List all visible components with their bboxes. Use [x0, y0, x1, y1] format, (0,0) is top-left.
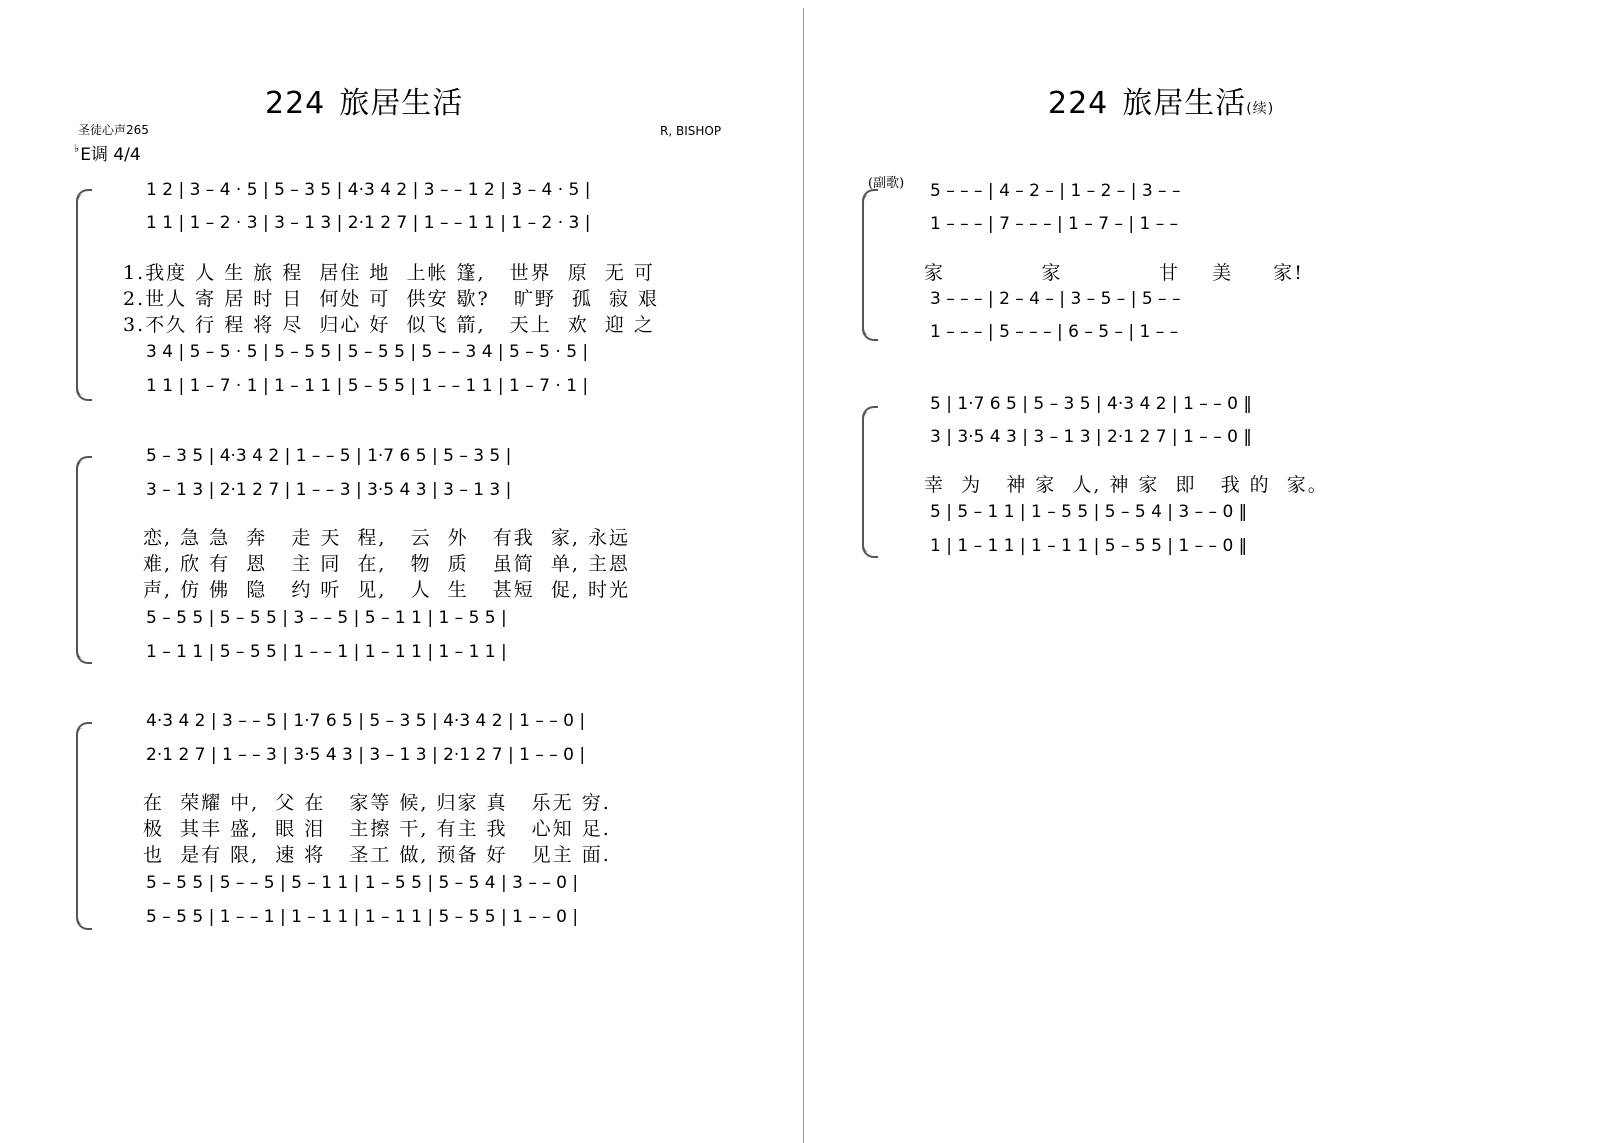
notation-row-tenor: 5 – 5 5 | 5 – – 5 | 5 – 1 1 | 1 – 5 5 | 5 – 5 4 | 3 – – 0 |: [146, 873, 579, 893]
system-brace: [76, 195, 83, 395]
composer: R, BISHOP: [660, 124, 722, 138]
lyric-line: 恋, 急 急 奔 走 天 程, 云 外 有我 家, 永远: [143, 527, 630, 549]
notation-row-soprano: 1 2 | 3 – 4 · 5 | 5 – 3 5 | 4·3 4 2 | 3 – – 1 2 | 3 – 4 · 5 |: [146, 180, 591, 200]
notation-row-soprano: 4·3 4 2 | 3 – – 5 | 1·7 6 5 | 5 – 3 5 | 4·3 4 2 | 1 – – 0 |: [146, 711, 586, 731]
notation-row-alto: 1 – – – | 7 – – – | 1 – 7 – | 1 – –: [930, 214, 1179, 234]
system-brace: [862, 195, 869, 335]
notation-row-tenor: 5 – 5 5 | 5 – 5 5 | 3 – – 5 | 5 – 1 1 | 1 – 5 5 |: [146, 608, 507, 628]
lyric-line: 在 荣耀 中, 父 在 家等 候, 归家 真 乐无 穷.: [143, 792, 611, 814]
hymn-number: 224: [1048, 86, 1109, 121]
notation-row-alto: 1 1 | 1 – 2 · 3 | 3 – 1 3 | 2·1 2 7 | 1 – – 1 1 | 1 – 2 · 3 |: [146, 213, 591, 233]
lyric-line: 3.不久 行 程 将 尽 归心 好 似飞 箭, 天上 欢 迎 之: [123, 314, 655, 336]
notation-row-tenor: 3 4 | 5 – 5 · 5 | 5 – 5 5 | 5 – 5 5 | 5 – – 3 4 | 5 – 5 · 5 |: [146, 342, 589, 362]
notation-row-bass: 1 1 | 1 – 7 · 1 | 1 – 1 1 | 5 – 5 5 | 1 – – 1 1 | 1 – 7 · 1 |: [146, 376, 589, 396]
source-reference: 圣徒心声265: [78, 123, 149, 137]
notation-row-soprano: 5 – – – | 4 – 2 – | 1 – 2 – | 3 – –: [930, 181, 1181, 201]
lyric-line: 声, 仿 佛 隐 约 听 见, 人 生 甚短 促, 时光: [143, 579, 630, 601]
lyric-line: 幸 为 神 家 人, 神 家 即 我 的 家。: [924, 474, 1329, 496]
page-title: [265, 78, 463, 122]
page-title: [1048, 78, 1274, 122]
chorus-label: (副歌): [868, 176, 905, 191]
lyric-line: 1.我度 人 生 旅 程 居住 地 上帐 篷, 世界 原 无 可: [123, 262, 655, 284]
hymn-number: 224: [265, 86, 326, 121]
lyric-line: 难, 欣 有 恩 主 同 在, 物 质 虽简 单, 主恩: [143, 553, 630, 575]
notation-row-tenor: 3 – – – | 2 – 4 – | 3 – 5 – | 5 – –: [930, 289, 1181, 309]
notation-row-alto: 2·1 2 7 | 1 – – 3 | 3·5 4 3 | 3 – 1 3 | 2·1 2 7 | 1 – – 0 |: [146, 745, 586, 765]
right-page: [806, 0, 1600, 1143]
notation-row-bass: 1 – – – | 5 – – – | 6 – 5 – | 1 – –: [930, 322, 1179, 342]
notation-row-alto: 3 | 3·5 4 3 | 3 – 1 3 | 2·1 2 7 | 1 – – 0 ‖: [930, 427, 1252, 447]
lyric-line: 也 是有 限, 速 将 圣工 做, 预备 好 见主 面.: [143, 844, 611, 866]
lyric-line: 家 家 甘 美 家!: [924, 262, 1304, 284]
page-divider: [803, 8, 804, 1143]
notation-row-tenor: 5 | 5 – 1 1 | 1 – 5 5 | 5 – 5 4 | 3 – – 0 ‖: [930, 502, 1248, 522]
notation-row-soprano: 5 | 1·7 6 5 | 5 – 3 5 | 4·3 4 2 | 1 – – 0 ‖: [930, 394, 1252, 414]
notation-row-bass: 1 – 1 1 | 5 – 5 5 | 1 – – 1 | 1 – 1 1 | 1 – 1 1 |: [146, 642, 507, 662]
lyric-line: 极 其丰 盛, 眼 泪 主擦 干, 有主 我 心知 足.: [143, 818, 611, 840]
notation-row-bass: 1 | 1 – 1 1 | 1 – 1 1 | 5 – 5 5 | 1 – – 0 ‖: [930, 536, 1248, 556]
system-brace: [76, 728, 83, 924]
lyric-line: 2.世人 寄 居 时 日 何处 可 供安 歇? 旷野 孤 寂 艰: [123, 288, 660, 310]
hymn-title: 旅居生活: [339, 86, 464, 121]
continued-label: (续): [1246, 101, 1275, 117]
system-brace: [862, 412, 869, 552]
notation-row-alto: 3 – 1 3 | 2·1 2 7 | 1 – – 3 | 3·5 4 3 | 3 – 1 3 |: [146, 480, 512, 500]
key-signature: [74, 140, 141, 165]
system-brace: [76, 462, 83, 658]
notation-row-bass: 5 – 5 5 | 1 – – 1 | 1 – 1 1 | 1 – 1 1 | 5 – 5 5 | 1 – – 0 |: [146, 907, 579, 927]
key-text: E调 4/4: [80, 145, 141, 165]
hymn-title: 旅居生活: [1122, 86, 1247, 121]
flat-icon: ♭: [74, 142, 80, 155]
notation-row-soprano: 5 – 3 5 | 4·3 4 2 | 1 – – 5 | 1·7 6 5 | 5 – 3 5 |: [146, 446, 512, 466]
